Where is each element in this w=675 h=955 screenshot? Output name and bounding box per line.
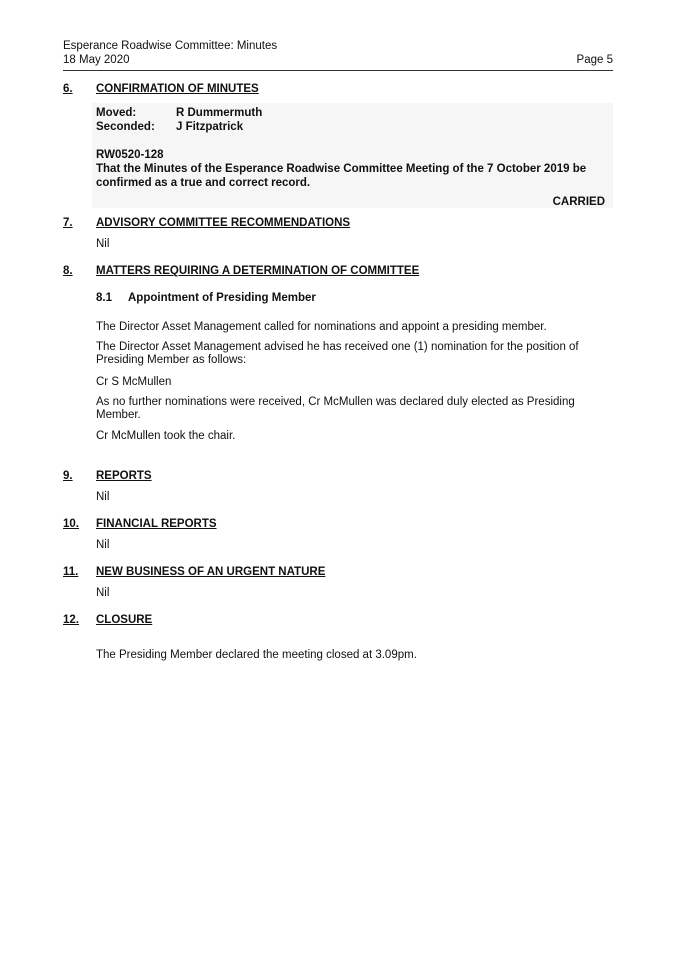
page-header: [63, 40, 613, 71]
paragraph-2-line-1: The Director Asset Management advised he has received one (1) nomination for the position of: [96, 341, 579, 353]
section-number: 6.: [63, 83, 73, 95]
section-9-body: Nil: [96, 491, 110, 503]
subsection-number: 8.1: [96, 292, 112, 304]
section-11-body: Nil: [96, 587, 110, 599]
header-page-number: Page 5: [576, 54, 613, 66]
paragraph-2-line-2: Presiding Member as follows:: [96, 354, 247, 366]
header-date: 18 May 2020: [63, 54, 130, 66]
paragraph-5: Cr McMullen took the chair.: [96, 430, 236, 442]
section-10-body: Nil: [96, 539, 110, 551]
section-number: 10.: [63, 518, 79, 530]
section-12-body: The Presiding Member declared the meeting closed at 3.09pm.: [96, 649, 417, 661]
section-number: 11.: [63, 566, 79, 578]
section-title: CLOSURE: [96, 614, 153, 626]
paragraph-1: The Director Asset Management called for nominations and appoint a presiding member.: [96, 321, 547, 333]
section-number: 9.: [63, 470, 73, 482]
resolution-line-2: confirmed as a true and correct record.: [96, 177, 311, 189]
moved-value: R Dummermuth: [176, 107, 263, 119]
section-title: REPORTS: [96, 470, 152, 482]
section-title: NEW BUSINESS OF AN URGENT NATURE: [96, 566, 326, 578]
header-title: Esperance Roadwise Committee: Minutes: [63, 40, 278, 52]
subsection-title: Appointment of Presiding Member: [128, 292, 316, 304]
section-title: FINANCIAL REPORTS: [96, 518, 217, 530]
section-title: MATTERS REQUIRING A DETERMINATION OF COMMITTEE: [96, 265, 420, 277]
seconded-value: J Fitzpatrick: [176, 121, 244, 133]
section-number: 8.: [63, 265, 73, 277]
paragraph-3: Cr S McMullen: [96, 376, 172, 388]
resolution-line-1: That the Minutes of the Esperance Roadwise Committee Meeting of the 7 October 2019 be: [96, 163, 587, 175]
resolution-ref: RW0520-128: [96, 149, 164, 161]
section-number: 7.: [63, 217, 73, 229]
moved-label: Moved:: [96, 107, 137, 119]
section-number: 12.: [63, 614, 79, 626]
paragraph-4-line-1: As no further nominations were received, Cr McMullen was declared duly elected as Presiding: [96, 396, 575, 408]
section-title: CONFIRMATION OF MINUTES: [96, 83, 259, 95]
carried-label: CARRIED: [552, 196, 605, 208]
section-7-body: Nil: [96, 238, 110, 250]
paragraph-4-line-2: Member.: [96, 409, 141, 421]
seconded-label: Seconded:: [96, 121, 155, 133]
section-title: ADVISORY COMMITTEE RECOMMENDATIONS: [96, 217, 351, 229]
